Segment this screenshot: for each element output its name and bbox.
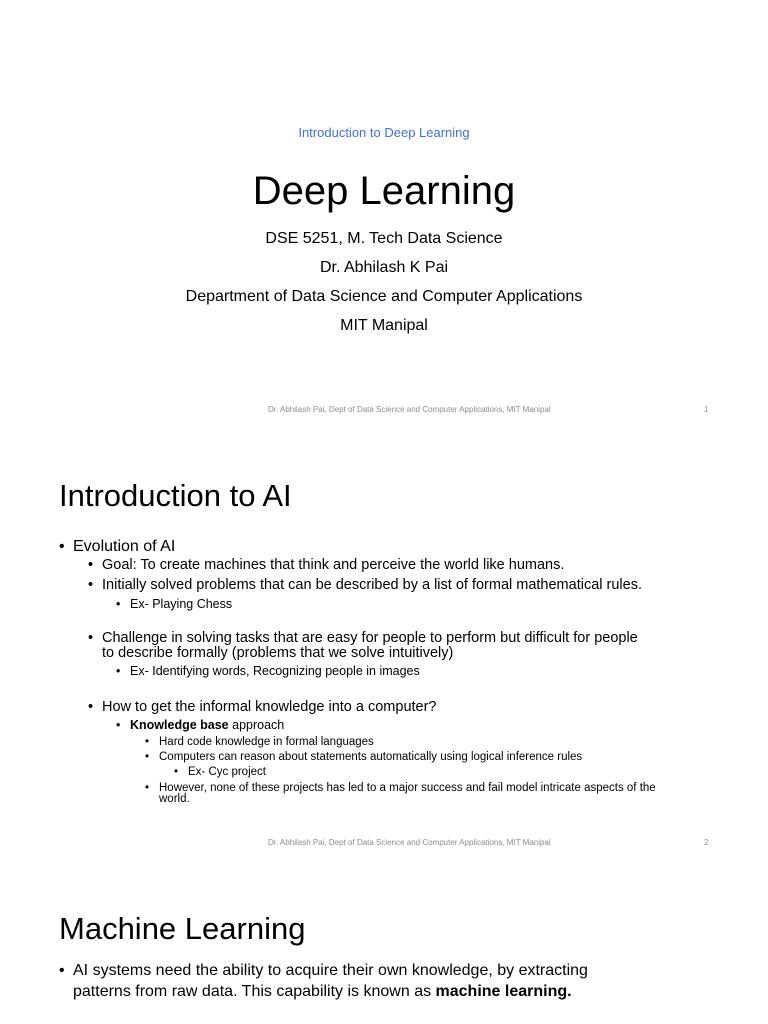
bullet-computers: Computers can reason about statements automatically using logical inference rules	[159, 751, 583, 763]
bullet-cyc: Ex- Cyc project	[188, 766, 266, 778]
bullet-icon: •	[88, 577, 94, 593]
page-number: 2	[704, 838, 709, 847]
slide-3	[0, 866, 768, 1024]
footer-text: Dr. Abhilash Pai, Dept of Data Science and Computer Applications, MIT Manipal	[268, 405, 551, 414]
page-number: 1	[704, 405, 709, 414]
slide-1	[0, 0, 768, 432]
bullet-icon: •	[174, 766, 179, 778]
bullet-hardcode: Hard code knowledge in formal languages	[159, 736, 374, 748]
knowledge-base-bold: Knowledge base	[130, 718, 229, 732]
bullet-evolution: Evolution of AI	[73, 538, 176, 555]
bullet-icon: •	[88, 557, 94, 573]
bullet-icon: •	[116, 718, 121, 732]
bullet-ml-line-2	[73, 983, 572, 1001]
slide-kicker: Introduction to Deep Learning	[298, 125, 470, 140]
bullet-icon: •	[88, 699, 94, 715]
slide-title: Machine Learning	[59, 911, 306, 946]
department-name: Department of Data Science and Computer Applications	[185, 288, 583, 305]
bullet-icon: •	[59, 538, 65, 555]
footer-text: Dr. Abhilash Pai, Dept of Data Science and Computer Applications, MIT Manipal	[268, 838, 551, 847]
course-code: DSE 5251, M. Tech Data Science	[265, 230, 503, 247]
bullet-icon: •	[116, 664, 121, 678]
bullet-ex-identify: Ex- Identifying words, Recognizing people in images	[130, 664, 420, 678]
bullet-goal: Goal: To create machines that think and perceive the world like humans.	[102, 557, 565, 573]
bullet-challenge-line-2: to describe formally (problems that we solve intuitively)	[102, 645, 454, 661]
bullet-icon: •	[88, 630, 94, 646]
bullet-icon: •	[145, 751, 150, 763]
instructor-name: Dr. Abhilash K Pai	[319, 259, 449, 276]
bullet-icon: •	[145, 736, 150, 748]
bullet-icon: •	[116, 597, 121, 611]
slide-2	[0, 433, 768, 865]
bullet-challenge-line-1: Challenge in solving tasks that are easy for people to perform but difficult for people	[102, 630, 638, 646]
bullet-knowledge-base	[130, 718, 284, 732]
bullet-howto: How to get the informal knowledge into a computer?	[102, 699, 437, 715]
ml-line-2-prefix: patterns from raw data. This capability is known as	[73, 983, 436, 1000]
ml-line-2-bold: machine learning.	[435, 983, 572, 1000]
bullet-however-line-2: world.	[159, 793, 190, 805]
bullet-however-line-1: However, none of these projects has led to a major success and fail model intricate aspects of the	[159, 782, 656, 794]
institute-name: MIT Manipal	[340, 317, 428, 334]
bullet-initially: Initially solved problems that can be described by a list of formal mathematical rules.	[102, 577, 642, 593]
knowledge-base-rest: approach	[228, 718, 285, 732]
bullet-ex-chess: Ex- Playing Chess	[130, 597, 233, 611]
bullet-icon: •	[59, 962, 65, 979]
bullet-icon: •	[145, 782, 150, 794]
slide-title: Deep Learning	[252, 169, 516, 213]
bullet-ml-line-1: AI systems need the ability to acquire their own knowledge, by extracting	[73, 962, 588, 979]
slide-title: Introduction to AI	[59, 478, 292, 513]
